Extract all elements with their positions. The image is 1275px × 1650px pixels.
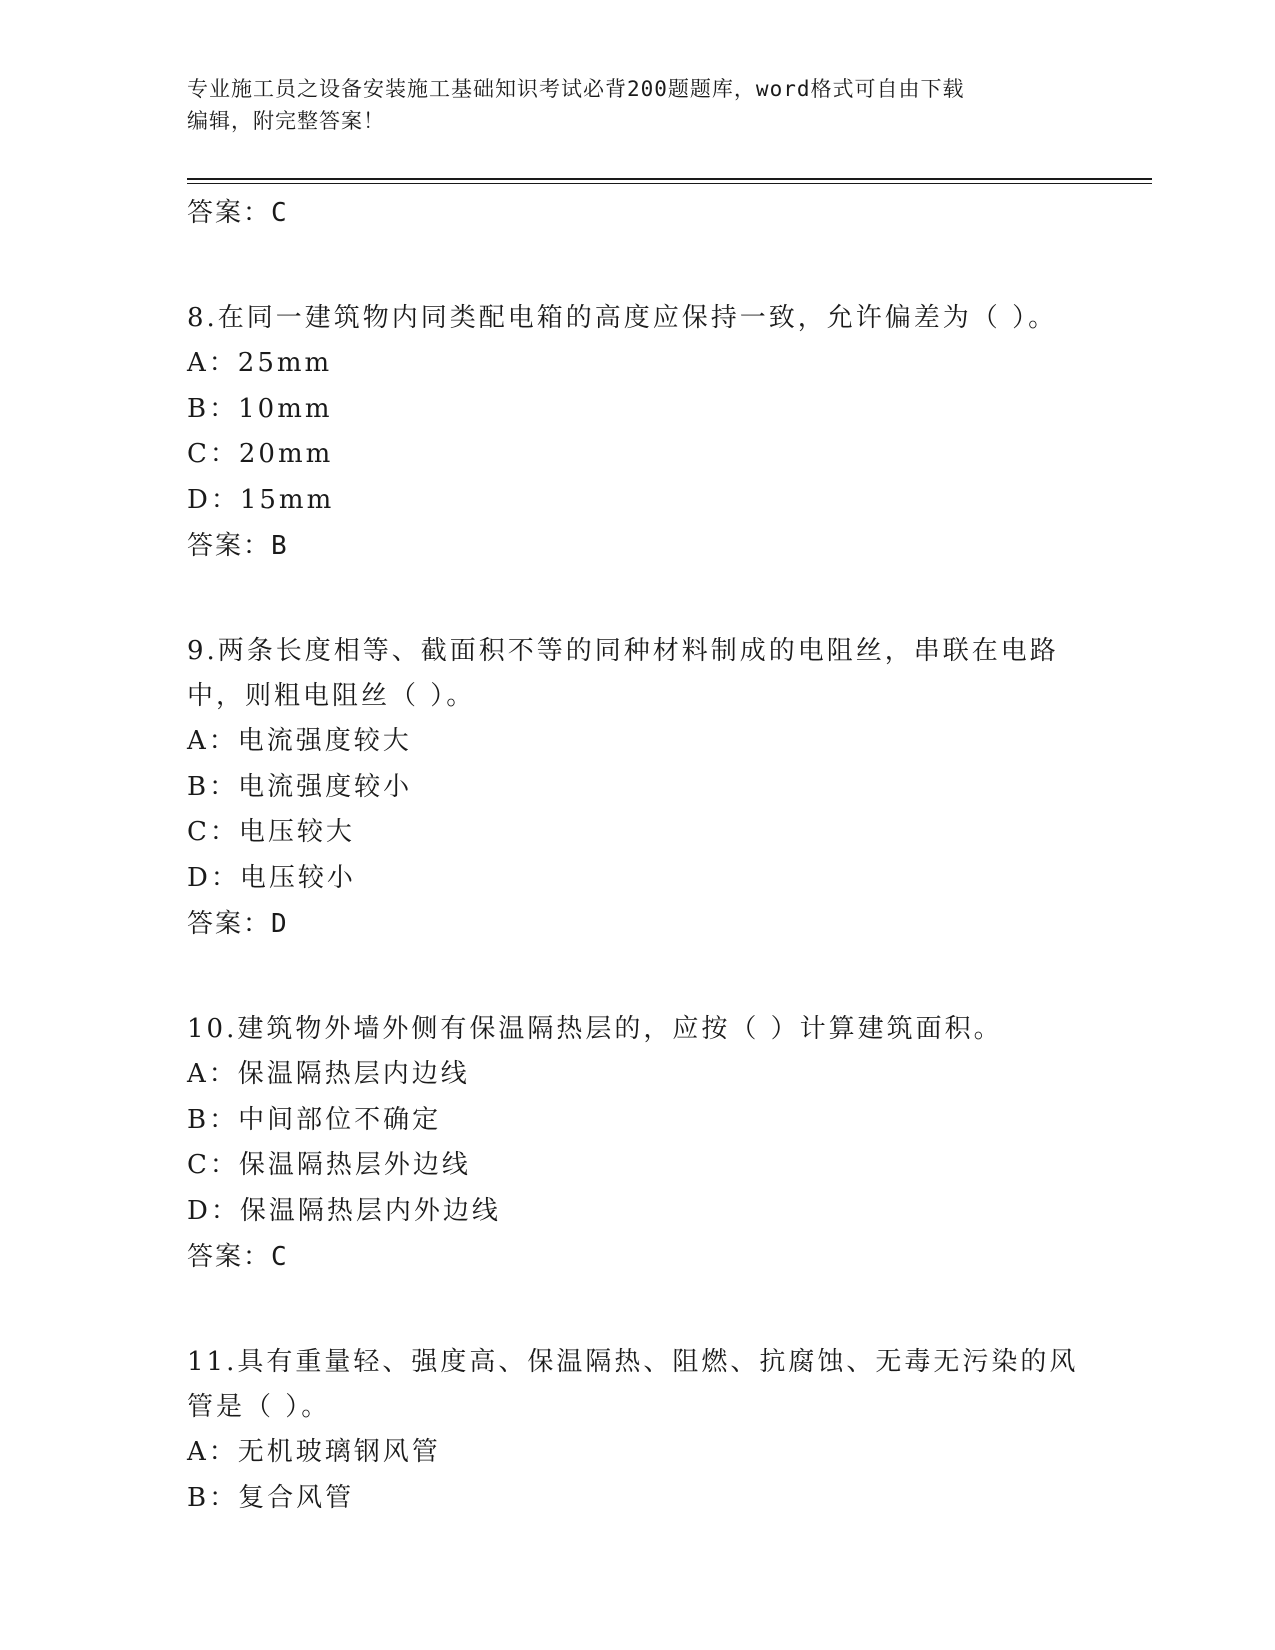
option-d: D：15mm [187,484,335,515]
question-block-10 [187,1007,1087,1280]
option-d: D：保温隔热层内外边线 [187,1195,501,1226]
question-text: 11.具有重量轻、强度高、保温隔热、阻燃、抗腐蚀、无毒无污染的风 [187,1347,1079,1377]
answer-line: 答案：C [187,1242,289,1272]
question-text: 8.在同一建筑物内同类配电箱的高度应保持一致，允许偏差为（ ）。 [187,303,1058,333]
header-divider-thick [187,178,1152,180]
question-text: 9.两条长度相等、截面积不等的同种材料制成的电阻丝，串联在电路 [187,636,1059,666]
option-a: A：无机玻璃钢风管 [187,1437,441,1467]
answer-line: 答案：C [187,198,289,228]
option-d: D：电压较小 [187,862,356,893]
option-b: B：复合风管 [187,1482,355,1513]
question-block-9 [187,629,1087,947]
document-header [187,73,1087,137]
answer-line: 答案：D [187,909,289,939]
question-list [187,190,1087,1521]
option-b: B：电流强度较小 [187,771,413,802]
question-block-11 [187,1340,1087,1521]
question-text: 10.建筑物外墙外侧有保温隔热层的，应按（ ）计算建筑面积。 [187,1014,1003,1044]
option-c: C：20mm [187,439,334,469]
option-c: C：保温隔热层外边线 [187,1150,471,1180]
answer-line: 答案：B [187,531,289,561]
question-text-continued: 中，则粗电阻丝（ ）。 [187,681,476,711]
header-line-2: 编辑，附完整答案！ [187,109,385,133]
header-divider-thin [187,183,1152,184]
option-a: A：电流强度较大 [187,726,412,756]
option-b: B：10mm [187,393,333,424]
header-line-1: 专业施工员之设备安装施工基础知识考试必背200题题库，word格式可自由下载 [187,77,965,101]
option-a: A：保温隔热层内边线 [187,1059,470,1089]
question-block-8 [187,296,1087,569]
question-text-continued: 管是（ ）。 [187,1392,331,1422]
option-c: C：电压较大 [187,817,355,847]
option-a: A：25mm [187,348,333,378]
option-b: B：中间部位不确定 [187,1104,442,1135]
